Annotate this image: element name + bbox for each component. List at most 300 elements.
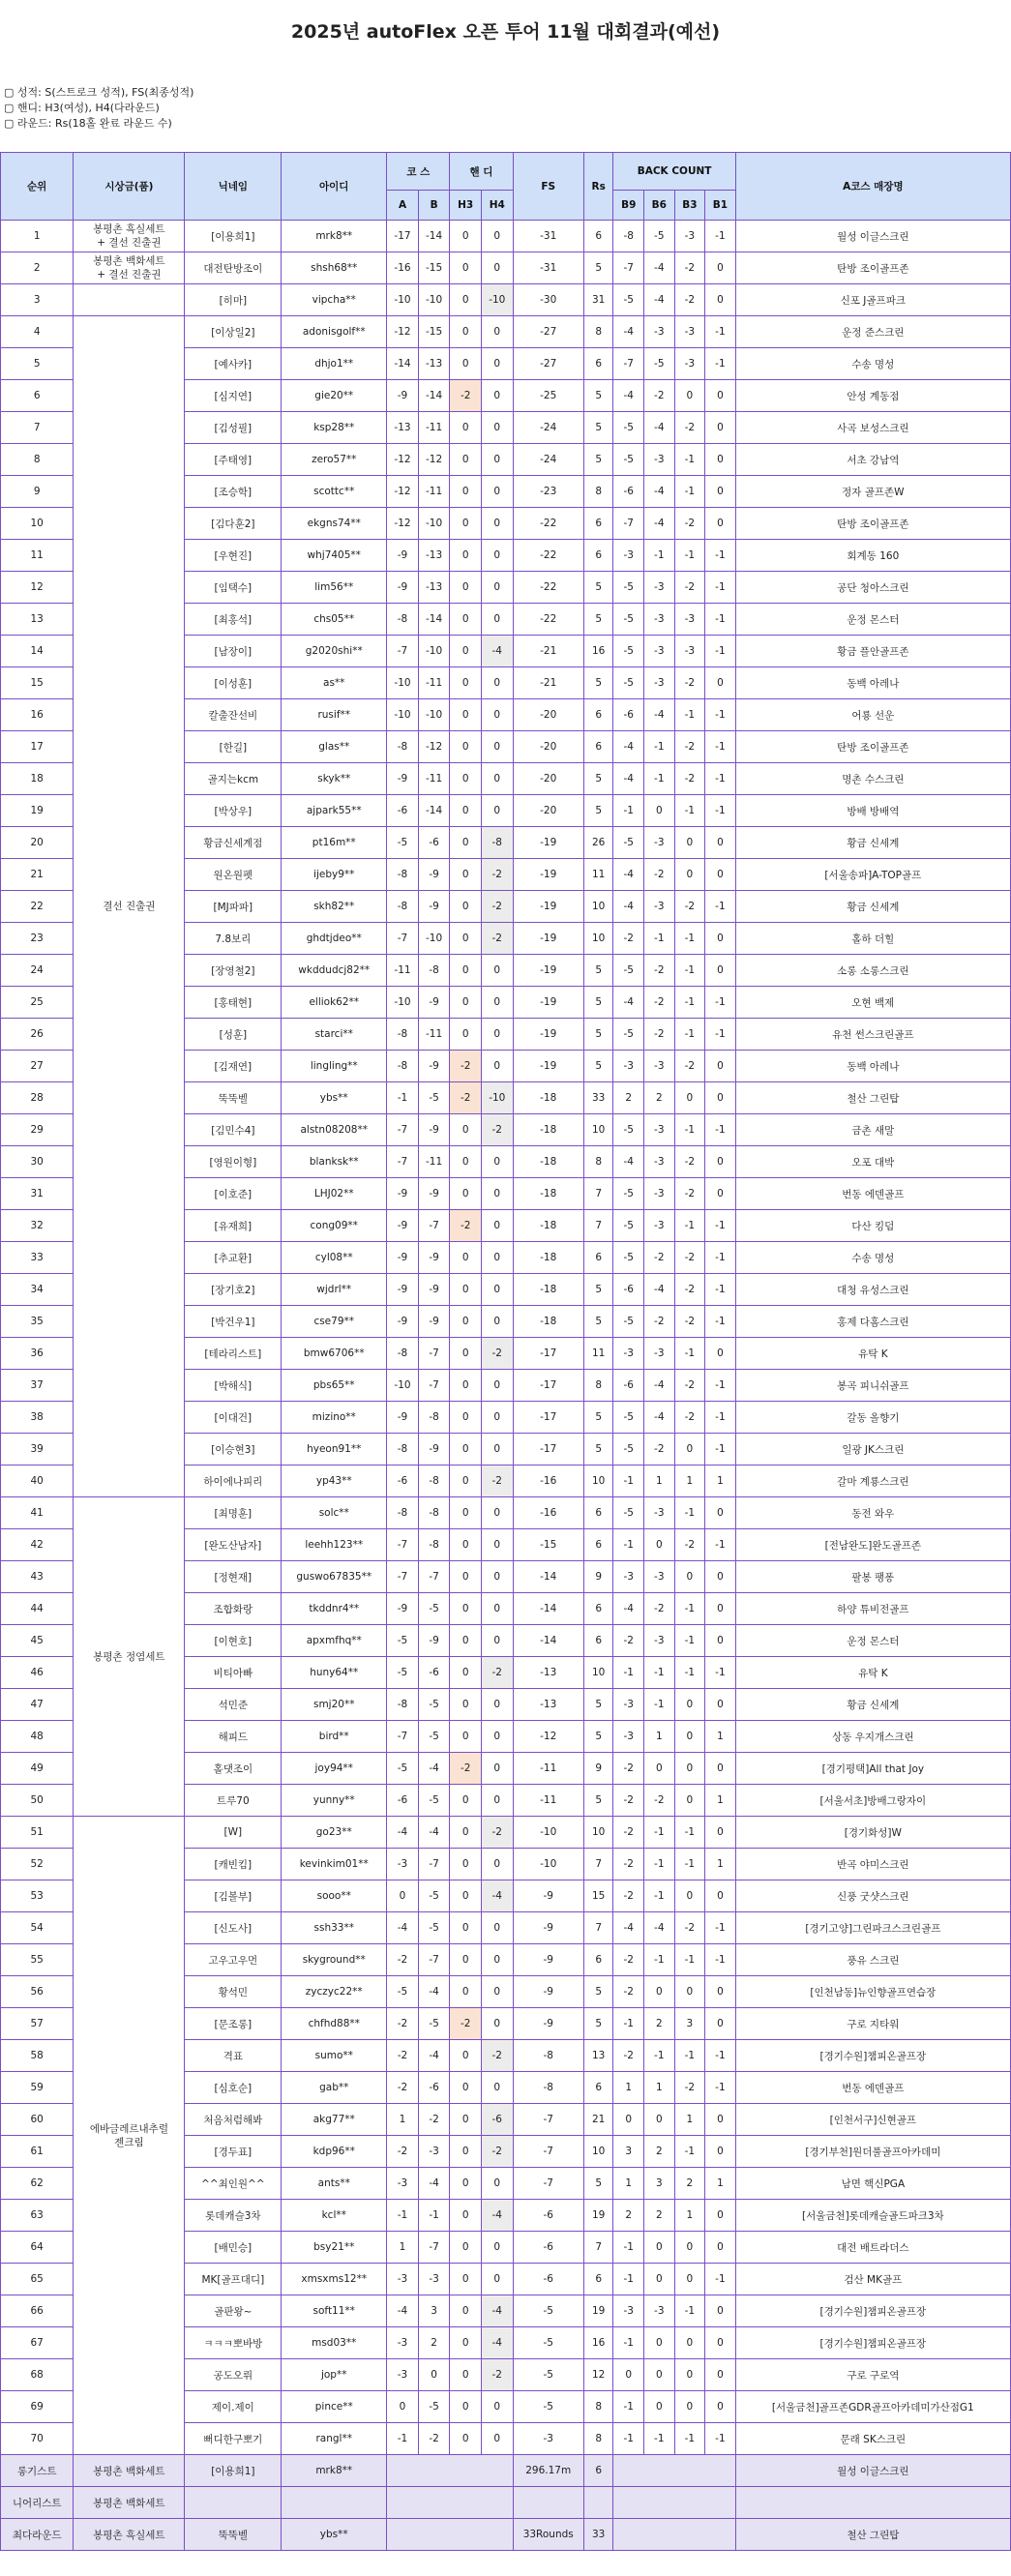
b3-cell: -3 [674, 348, 705, 380]
h4-cell: 0 [481, 1753, 513, 1785]
fs-cell: -6 [513, 2200, 583, 2232]
fs-cell: -19 [513, 1051, 583, 1082]
b9-cell: -2 [613, 1976, 644, 2008]
a-cell: 1 [387, 2232, 419, 2264]
b9-cell: -5 [613, 1402, 644, 1434]
b6-cell: -3 [644, 316, 675, 348]
h4-cell: 0 [481, 348, 513, 380]
fs-cell: -5 [513, 2391, 583, 2423]
b9-cell: -3 [613, 1721, 644, 1753]
b9-cell: -5 [613, 636, 644, 667]
b9-cell: -6 [613, 699, 644, 731]
h3-cell: -2 [450, 380, 482, 412]
store-cell: 홀하 더힐 [735, 923, 1010, 955]
nickname-cell: 대전탄방조이 [185, 252, 282, 284]
b-cell: -3 [418, 2136, 450, 2168]
rs-cell: 6 [583, 1497, 613, 1529]
rs-cell: 5 [583, 1019, 613, 1051]
h4-cell: 0 [481, 252, 513, 284]
a-cell: -8 [387, 1689, 419, 1721]
h3-cell: 0 [450, 1146, 482, 1178]
b6-cell: -3 [644, 1625, 675, 1657]
fs-cell: -19 [513, 923, 583, 955]
b3-cell: 0 [674, 1753, 705, 1785]
b-cell: -2 [418, 2104, 450, 2136]
nickname-cell: 처음처럼해봐 [185, 2104, 282, 2136]
fs-cell: -9 [513, 1880, 583, 1912]
id-cell: whj7405** [282, 540, 387, 572]
store-cell: 탄방 조이골프존 [735, 252, 1010, 284]
b1-cell: -1 [705, 604, 736, 636]
h4-cell: 0 [481, 763, 513, 795]
store-cell: 신풍 굿샷스크린 [735, 1880, 1010, 1912]
b3-cell: -1 [674, 2040, 705, 2072]
id-cell: gab** [282, 2072, 387, 2104]
a-cell: -12 [387, 508, 419, 540]
b9-cell: -5 [613, 1434, 644, 1466]
fs-cell: -17 [513, 1370, 583, 1402]
fs-cell: -18 [513, 1274, 583, 1306]
store-cell: 회계동 160 [735, 540, 1010, 572]
a-cell: -5 [387, 1625, 419, 1657]
b6-cell: 0 [644, 1976, 675, 2008]
h4-cell: 0 [481, 1306, 513, 1338]
b-cell: -4 [418, 1976, 450, 2008]
b3-cell: 0 [674, 2391, 705, 2423]
store-cell: [서울송파]A-TOP골프 [735, 859, 1010, 891]
b6-cell: 2 [644, 2008, 675, 2040]
rank-cell: 21 [1, 859, 74, 891]
a-cell: -2 [387, 2008, 419, 2040]
fs-cell: -10 [513, 1817, 583, 1849]
store-cell: 풍유 스크린 [735, 1944, 1010, 1976]
b1-cell: 0 [705, 1753, 736, 1785]
b3-cell: -2 [674, 1178, 705, 1210]
store-cell: [경기부천]원더풀골프아카데미 [735, 2136, 1010, 2168]
nickname-cell: [유재희] [185, 1210, 282, 1242]
h3-cell: 0 [450, 763, 482, 795]
b9-cell: -5 [613, 284, 644, 316]
h4-cell: 0 [481, 2232, 513, 2264]
rs-cell: 12 [583, 2359, 613, 2391]
h4-cell: 0 [481, 1912, 513, 1944]
b-cell: -11 [418, 412, 450, 444]
store-cell: 정자 골프존W [735, 476, 1010, 508]
id-cell: cse79** [282, 1306, 387, 1338]
rs-cell: 5 [583, 2168, 613, 2200]
fs-cell: -5 [513, 2327, 583, 2359]
store-cell: 오현 백제 [735, 987, 1010, 1019]
b-cell: -10 [418, 923, 450, 955]
store-cell: 봉곡 피니쉬골프 [735, 1370, 1010, 1402]
rank-cell: 33 [1, 1242, 74, 1274]
store-cell: [경기화성]W [735, 1817, 1010, 1849]
award-rs [583, 2487, 613, 2519]
b6-cell: -1 [644, 763, 675, 795]
a-cell: -5 [387, 1753, 419, 1785]
b9-cell: -4 [613, 731, 644, 763]
rank-cell: 48 [1, 1721, 74, 1753]
rs-cell: 6 [583, 1593, 613, 1625]
h3-cell: 0 [450, 1817, 482, 1849]
rs-cell: 7 [583, 1178, 613, 1210]
b3-cell: -2 [674, 508, 705, 540]
id-cell: kdp96** [282, 2136, 387, 2168]
h4-cell: 0 [481, 1146, 513, 1178]
b3-cell: -1 [674, 1019, 705, 1051]
h4-cell: -4 [481, 2327, 513, 2359]
rs-cell: 6 [583, 1625, 613, 1657]
h4-cell: 0 [481, 1210, 513, 1242]
fs-cell: -8 [513, 2040, 583, 2072]
header-rs: Rs [583, 153, 613, 221]
rs-cell: 8 [583, 1370, 613, 1402]
rs-cell: 5 [583, 572, 613, 604]
h3-cell: 0 [450, 348, 482, 380]
h4-cell: 0 [481, 1689, 513, 1721]
rs-cell: 10 [583, 2136, 613, 2168]
h3-cell: 0 [450, 1306, 482, 1338]
id-cell: elliok62** [282, 987, 387, 1019]
nickname-cell: [김성필] [185, 412, 282, 444]
id-cell: joy94** [282, 1753, 387, 1785]
b-cell: -13 [418, 540, 450, 572]
id-cell: ekgns74** [282, 508, 387, 540]
store-cell: 탄방 조이골프존 [735, 508, 1010, 540]
h3-cell: -2 [450, 1753, 482, 1785]
b9-cell: -2 [613, 923, 644, 955]
b6-cell: -5 [644, 221, 675, 252]
store-cell: 번동 에덴골프 [735, 1178, 1010, 1210]
store-cell: 동백 아레나 [735, 667, 1010, 699]
fs-cell: -9 [513, 1976, 583, 2008]
b-cell: -4 [418, 1817, 450, 1849]
b1-cell: -1 [705, 1529, 736, 1561]
b9-cell: -4 [613, 763, 644, 795]
id-cell: ants** [282, 2168, 387, 2200]
b-cell: -12 [418, 731, 450, 763]
prize-cell: 봉평촌 백화세트 + 결선 진출권 [74, 252, 185, 284]
b-cell: -8 [418, 1497, 450, 1529]
h3-cell: 0 [450, 2072, 482, 2104]
b6-cell: 2 [644, 1082, 675, 1114]
b3-cell: -3 [674, 316, 705, 348]
id-cell: chs05** [282, 604, 387, 636]
nickname-cell: 고우고우먼 [185, 1944, 282, 1976]
b9-cell: -2 [613, 1625, 644, 1657]
b9-cell: -6 [613, 476, 644, 508]
results-table [0, 152, 1011, 2551]
b6-cell: 3 [644, 2168, 675, 2200]
note-rounds: ▢ 라운드: Rs(18홀 완료 라운드 수) [4, 117, 172, 130]
b9-cell: -4 [613, 859, 644, 891]
b3-cell: -2 [674, 1529, 705, 1561]
b9-cell: 1 [613, 2072, 644, 2104]
rank-cell: 4 [1, 316, 74, 348]
nickname-cell: 조합화랑 [185, 1593, 282, 1625]
b-cell: -14 [418, 380, 450, 412]
h4-cell: 0 [481, 316, 513, 348]
h4-cell: -2 [481, 923, 513, 955]
nickname-cell: 홀댓조이 [185, 1753, 282, 1785]
b3-cell: 0 [674, 827, 705, 859]
store-cell: [서울서초]방배그랑자이 [735, 1785, 1010, 1817]
nickname-cell: MK[골프대디] [185, 2264, 282, 2295]
h3-cell: 0 [450, 2391, 482, 2423]
note-handicap: ▢ 핸디: H3(여성), H4(다라운드) [4, 102, 160, 114]
b3-cell: -2 [674, 1402, 705, 1434]
rs-cell: 5 [583, 795, 613, 827]
h3-cell: 0 [450, 1466, 482, 1497]
rs-cell: 11 [583, 859, 613, 891]
b-cell: -7 [418, 1944, 450, 1976]
h3-cell: 0 [450, 827, 482, 859]
b3-cell: 0 [674, 859, 705, 891]
rank-cell: 54 [1, 1912, 74, 1944]
rs-cell: 16 [583, 636, 613, 667]
h3-cell: 0 [450, 699, 482, 731]
h3-cell: 0 [450, 1944, 482, 1976]
id-cell: sumo** [282, 2040, 387, 2072]
b-cell: -14 [418, 604, 450, 636]
b-cell: -9 [418, 891, 450, 923]
b6-cell: -3 [644, 1210, 675, 1242]
h3-cell: 0 [450, 667, 482, 699]
fs-cell: -11 [513, 1785, 583, 1817]
rank-cell: 26 [1, 1019, 74, 1051]
b-cell: -2 [418, 2423, 450, 2455]
a-cell: -7 [387, 1114, 419, 1146]
rank-cell: 10 [1, 508, 74, 540]
rank-cell: 22 [1, 891, 74, 923]
b1-cell: -1 [705, 572, 736, 604]
b9-cell: -7 [613, 252, 644, 284]
fs-cell: -7 [513, 2168, 583, 2200]
b1-cell: 0 [705, 380, 736, 412]
b1-cell: -1 [705, 1402, 736, 1434]
rs-cell: 10 [583, 1466, 613, 1497]
nickname-cell: 골지는kcm [185, 763, 282, 795]
award-blank [387, 2455, 513, 2487]
b3-cell: -1 [674, 795, 705, 827]
id-cell: dhjo1** [282, 348, 387, 380]
h3-cell: 0 [450, 1434, 482, 1466]
store-cell: 구로 구로역 [735, 2359, 1010, 2391]
store-cell: [서울금천]롯데캐슬골드파크3차 [735, 2200, 1010, 2232]
rs-cell: 5 [583, 412, 613, 444]
b-cell: 2 [418, 2327, 450, 2359]
award-prize: 봉평촌 흑실세트 [74, 2519, 185, 2551]
b3-cell: -1 [674, 540, 705, 572]
fs-cell: -20 [513, 699, 583, 731]
b9-cell: -1 [613, 2391, 644, 2423]
h4-cell: 0 [481, 508, 513, 540]
page-title: 2025년 autoFlex 오픈 투어 11월 대회결과(예선) [290, 21, 721, 43]
rs-cell: 6 [583, 1529, 613, 1561]
fs-cell: -5 [513, 2359, 583, 2391]
nickname-cell: [히마] [185, 284, 282, 316]
id-cell: adonisgolf** [282, 316, 387, 348]
fs-cell: -14 [513, 1625, 583, 1657]
b1-cell: -1 [705, 699, 736, 731]
rs-cell: 6 [583, 508, 613, 540]
fs-cell: -24 [513, 444, 583, 476]
store-cell: 갈동 올향기 [735, 1402, 1010, 1434]
a-cell: -11 [387, 955, 419, 987]
rank-cell: 20 [1, 827, 74, 859]
h3-cell: 0 [450, 2136, 482, 2168]
award-prize: 봉평촌 백화세트 [74, 2455, 185, 2487]
b-cell: -14 [418, 221, 450, 252]
h3-cell: 0 [450, 1529, 482, 1561]
header-handicap: 핸 디 [450, 153, 513, 191]
id-cell: tkddnr4** [282, 1593, 387, 1625]
rank-cell: 44 [1, 1593, 74, 1625]
rs-cell: 10 [583, 923, 613, 955]
nickname-cell: [정현재] [185, 1561, 282, 1593]
b6-cell: -2 [644, 987, 675, 1019]
b1-cell: -1 [705, 891, 736, 923]
h3-cell: -2 [450, 1051, 482, 1082]
b3-cell: 0 [674, 2327, 705, 2359]
rank-cell: 14 [1, 636, 74, 667]
nickname-cell: [이대건] [185, 1402, 282, 1434]
nickname-cell: [김다훈2] [185, 508, 282, 540]
h4-cell: 0 [481, 1497, 513, 1529]
header-store: A코스 매장명 [735, 153, 1010, 221]
h3-cell: 0 [450, 1849, 482, 1880]
b-cell: -11 [418, 1146, 450, 1178]
rank-cell: 67 [1, 2327, 74, 2359]
nickname-cell: [테라리스트] [185, 1338, 282, 1370]
b9-cell: -5 [613, 412, 644, 444]
b3-cell: -2 [674, 412, 705, 444]
rs-cell: 21 [583, 2104, 613, 2136]
header-id: 아이디 [282, 153, 387, 221]
b9-cell: -1 [613, 2008, 644, 2040]
store-cell: 대전 배트라더스 [735, 2232, 1010, 2264]
a-cell: -8 [387, 731, 419, 763]
fs-cell: -18 [513, 1178, 583, 1210]
id-cell: cong09** [282, 1210, 387, 1242]
id-cell: bsy21** [282, 2232, 387, 2264]
a-cell: 1 [387, 2104, 419, 2136]
id-cell: wkddudcj82** [282, 955, 387, 987]
rs-cell: 5 [583, 1434, 613, 1466]
b6-cell: 0 [644, 1529, 675, 1561]
award-blank-bc [613, 2519, 735, 2551]
b6-cell: -2 [644, 955, 675, 987]
h3-cell: 0 [450, 572, 482, 604]
fs-cell: -19 [513, 987, 583, 1019]
b6-cell: -4 [644, 1370, 675, 1402]
h4-cell: 0 [481, 2391, 513, 2423]
b9-cell: -2 [613, 1753, 644, 1785]
b1-cell: 0 [705, 2200, 736, 2232]
b6-cell: -1 [644, 1689, 675, 1721]
b9-cell: -1 [613, 1466, 644, 1497]
store-cell: [경기평택]All that Joy [735, 1753, 1010, 1785]
rank-cell: 62 [1, 2168, 74, 2200]
store-cell: 반곡 야미스크린 [735, 1849, 1010, 1880]
h3-cell: 0 [450, 221, 482, 252]
fs-cell: -22 [513, 540, 583, 572]
b1-cell: 0 [705, 2008, 736, 2040]
b1-cell: 0 [705, 2359, 736, 2391]
table-row [1, 221, 1011, 252]
b-cell: -5 [418, 1721, 450, 1753]
a-cell: -7 [387, 1561, 419, 1593]
b1-cell: 0 [705, 923, 736, 955]
b9-cell: -1 [613, 2232, 644, 2264]
b-cell: -6 [418, 2072, 450, 2104]
nickname-cell: [남장이] [185, 636, 282, 667]
h4-cell: -2 [481, 2040, 513, 2072]
rs-cell: 6 [583, 348, 613, 380]
rs-cell: 5 [583, 1274, 613, 1306]
nickname-cell: [홍태현] [185, 987, 282, 1019]
nickname-cell: [추교환] [185, 1242, 282, 1274]
b-cell: -5 [418, 1593, 450, 1625]
fs-cell: -25 [513, 380, 583, 412]
a-cell: -12 [387, 316, 419, 348]
a-cell: -7 [387, 1529, 419, 1561]
b-cell: -9 [418, 1051, 450, 1082]
nickname-cell: [심호순] [185, 2072, 282, 2104]
b9-cell: -1 [613, 2423, 644, 2455]
id-cell: yp43** [282, 1466, 387, 1497]
h4-cell: 0 [481, 955, 513, 987]
b-cell: -7 [418, 1210, 450, 1242]
rs-cell: 19 [583, 2200, 613, 2232]
b6-cell: -3 [644, 444, 675, 476]
header-b3: B3 [674, 191, 705, 221]
a-cell: -8 [387, 859, 419, 891]
b6-cell: -2 [644, 1593, 675, 1625]
nickname-cell: [문조롱] [185, 2008, 282, 2040]
a-cell: -6 [387, 1466, 419, 1497]
b-cell: -15 [418, 316, 450, 348]
b3-cell: 0 [674, 2264, 705, 2295]
b6-cell: 2 [644, 2200, 675, 2232]
rs-cell: 10 [583, 891, 613, 923]
b1-cell: -1 [705, 2072, 736, 2104]
fs-cell: -6 [513, 2264, 583, 2295]
id-cell: xmsxms12** [282, 2264, 387, 2295]
rank-cell: 28 [1, 1082, 74, 1114]
rank-cell: 38 [1, 1402, 74, 1434]
b1-cell: -1 [705, 221, 736, 252]
a-cell: -1 [387, 2200, 419, 2232]
b6-cell: 1 [644, 1466, 675, 1497]
h3-cell: -2 [450, 1210, 482, 1242]
h4-cell: 0 [481, 412, 513, 444]
store-cell: 팔봉 팽퐁 [735, 1561, 1010, 1593]
rs-cell: 10 [583, 1114, 613, 1146]
h3-cell: 0 [450, 1976, 482, 2008]
b-cell: -7 [418, 1561, 450, 1593]
b9-cell: -5 [613, 827, 644, 859]
fs-cell: -27 [513, 316, 583, 348]
nickname-cell: 뻐디한구뽀기 [185, 2423, 282, 2455]
b3-cell: -2 [674, 667, 705, 699]
a-cell: -12 [387, 444, 419, 476]
b-cell: -13 [418, 572, 450, 604]
a-cell: -3 [387, 2327, 419, 2359]
nickname-cell: [우현진] [185, 540, 282, 572]
a-cell: -3 [387, 2359, 419, 2391]
store-cell: 수송 명성 [735, 348, 1010, 380]
